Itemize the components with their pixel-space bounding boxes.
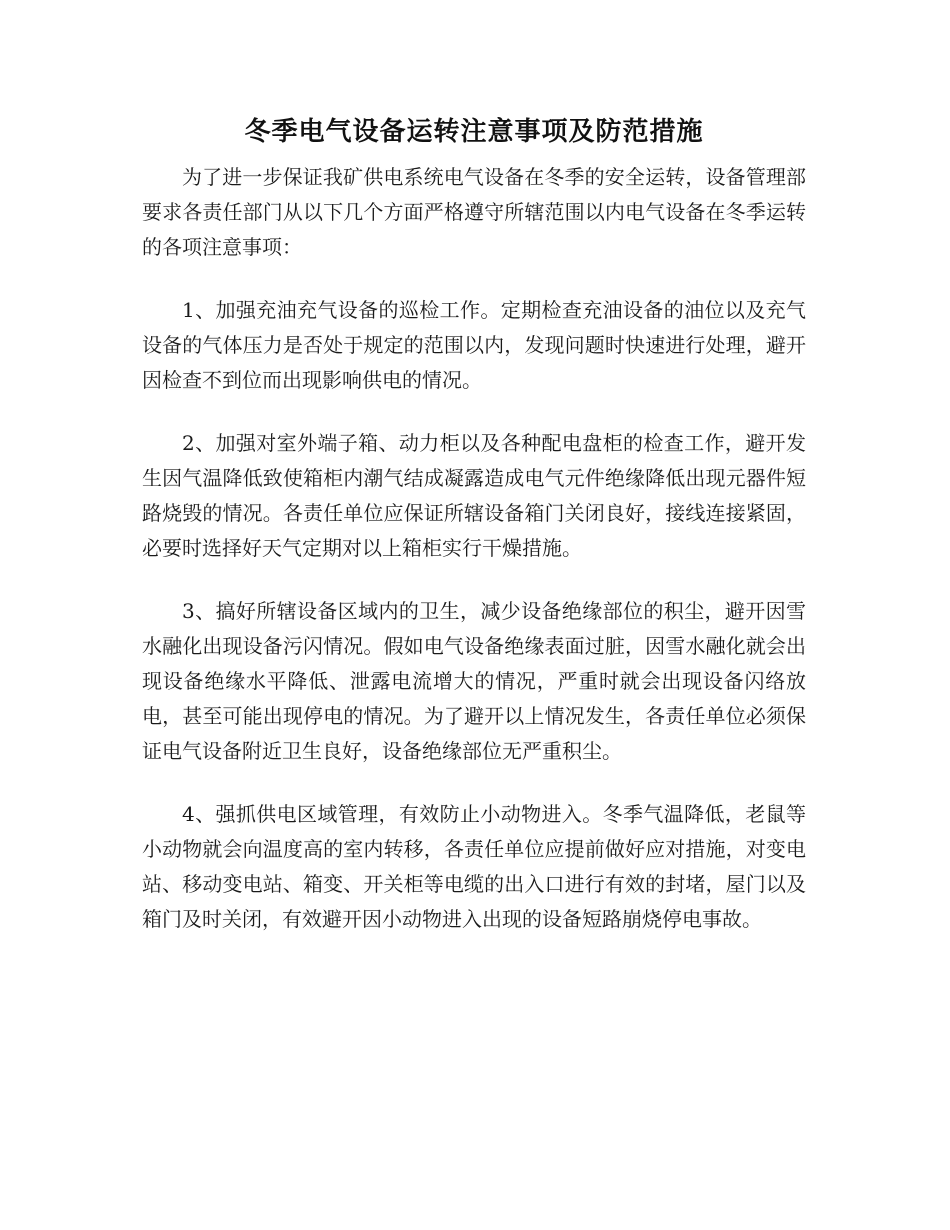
document-title: 冬季电气设备运转注意事项及防范措施 bbox=[244, 117, 704, 147]
document-body bbox=[142, 108, 806, 937]
intro-paragraph: 为了进一步保证我矿供电系统电气设备在冬季的安全运转，设备管理部要求各责任部门从以下几个方面严格遵守所辖范围以内电气设备在冬季运转的各项注意事项： bbox=[142, 165, 806, 259]
measure-item-4: 4、强抓供电区域管理，有效防止小动物进入。冬季气温降低，老鼠等小动物就会向温度高的室内转移，各责任单位应提前做好应对措施，对变电站、移动变电站、箱变、开关柜等电缆的出入口进行有效的封堵，屋门以及箱门及时关闭，有效避开因小动物进入出现的设备短路崩烧停电事故。 bbox=[142, 802, 806, 931]
measure-item-2: 2、加强对室外端子箱、动力柜以及各种配电盘柜的检查工作，避开发生因气温降低致使箱柜内潮气结成凝露造成电气元件绝缘降低出现元器件短路烧毁的情况。各责任单位应保证所辖设备箱门关闭良好，接线连接紧固，必要时选择好天气定期对以上箱柜实行干燥措施。 bbox=[142, 431, 806, 560]
measure-item-3: 3、搞好所辖设备区域内的卫生，减少设备绝缘部位的积尘，避开因雪水融化出现设备污闪情况。假如电气设备绝缘表面过脏，因雪水融化就会出现设备绝缘水平降低、泄露电流增大的情况，严重时就会出现设备闪络放电，甚至可能出现停电的情况。为了避开以上情况发生，各责任单位必须保证电气设备附近卫生良好，设备绝缘部位无严重积尘。 bbox=[142, 599, 806, 763]
measure-item-1: 1、加强充油充气设备的巡检工作。定期检查充油设备的油位以及充气设备的气体压力是否处于规定的范围以内，发现问题时快速进行处理，避开因检查不到位而出现影响供电的情况。 bbox=[142, 298, 806, 392]
